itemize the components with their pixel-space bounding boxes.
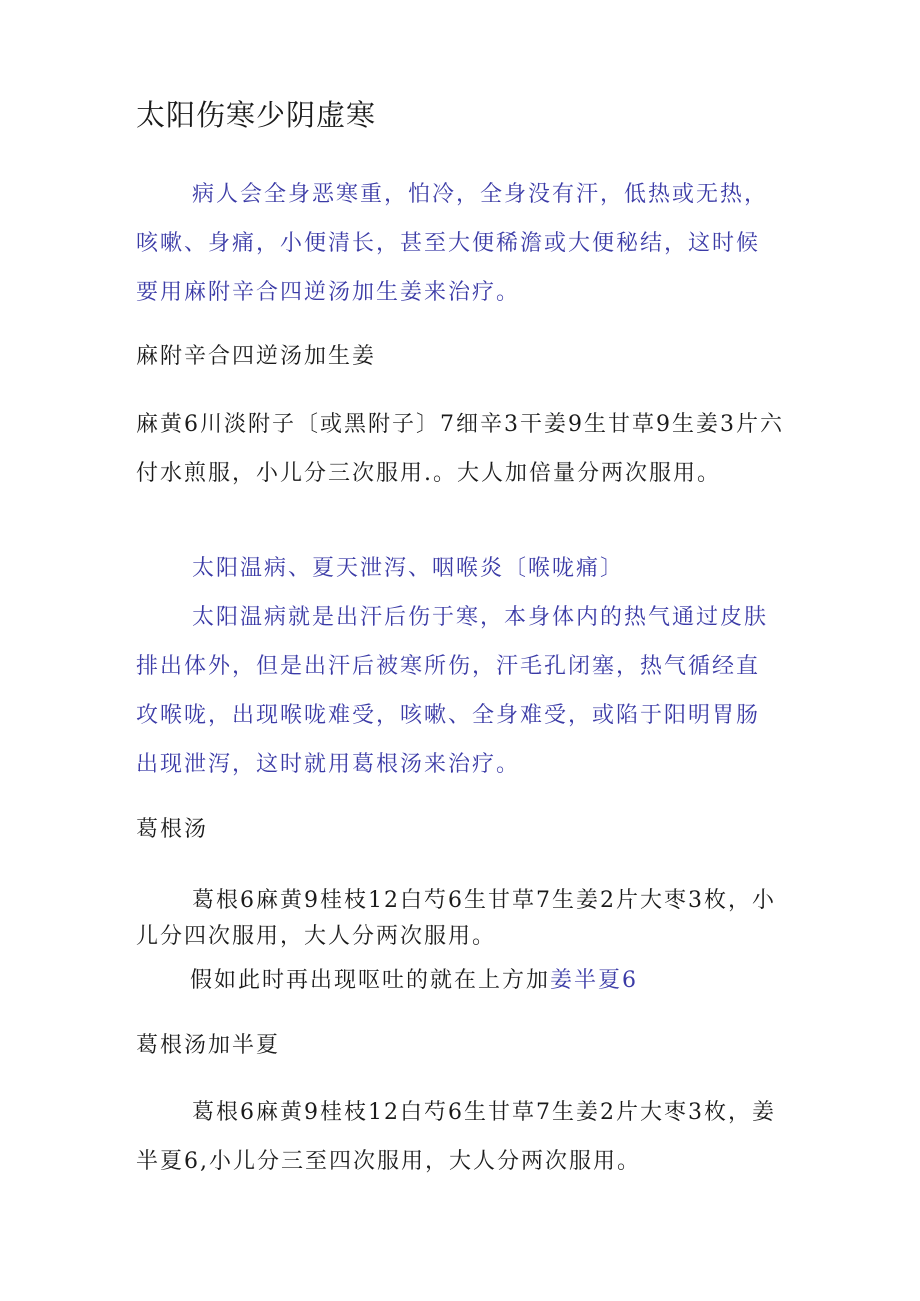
note-prefix: 假如此时再出现呕吐的就在上方加 bbox=[190, 968, 551, 993]
formula-name: 麻附辛合四逆汤加生姜 bbox=[136, 344, 377, 369]
note-highlight: 姜半夏6 bbox=[550, 968, 639, 993]
formula-line: 麻黄6川淡附子〔或黑附子〕7细辛3干姜9生甘草9生姜3片六 bbox=[136, 412, 784, 437]
formula-name: 葛根汤 bbox=[136, 817, 209, 842]
paragraph-line: 排出体外，但是出汗后被寒所伤，汗毛孔闭塞，热气循经直 bbox=[136, 654, 761, 679]
paragraph-line: 病人会全身恶寒重，怕冷，全身没有汗，低热或无热， bbox=[192, 182, 769, 207]
paragraph-line: 出现泄泻，这时就用葛根汤来治疗。 bbox=[136, 752, 521, 777]
paragraph-line: 攻喉咙，出现喉咙难受，咳嗽、全身难受，或陷于阳明胃肠 bbox=[136, 703, 761, 728]
page-title: 太阳伤寒少阴虚寒 bbox=[136, 98, 377, 132]
paragraph-line: 太阳温病就是出汗后伤于寒，本身体内的热气通过皮肤 bbox=[192, 605, 769, 630]
paragraph-line: 要用麻附辛合四逆汤加生姜来治疗。 bbox=[136, 280, 521, 305]
formula-note bbox=[190, 966, 638, 996]
formula-line: 儿分四次服用，大人分两次服用。 bbox=[136, 924, 497, 949]
formula-name: 葛根汤加半夏 bbox=[136, 1033, 281, 1058]
section-heading: 太阳温病、夏天泄泻、咽喉炎〔喉咙痛〕 bbox=[192, 556, 625, 581]
formula-line: 葛根6麻黄9桂枝12白芍6生甘草7生姜2片大枣3枚，小 bbox=[192, 888, 776, 913]
formula-line: 半夏6,小儿分三至四次服用，大人分两次服用。 bbox=[136, 1149, 641, 1174]
formula-line: 付水煎服，小儿分三次服用.。大人加倍量分两次服用。 bbox=[136, 461, 721, 486]
formula-line: 葛根6麻黄9桂枝12白芍6生甘草7生姜2片大枣3枚，姜 bbox=[192, 1100, 776, 1125]
paragraph-line: 咳嗽、身痛，小便清长，甚至大便稀澹或大便秘结，这时候 bbox=[136, 231, 761, 256]
